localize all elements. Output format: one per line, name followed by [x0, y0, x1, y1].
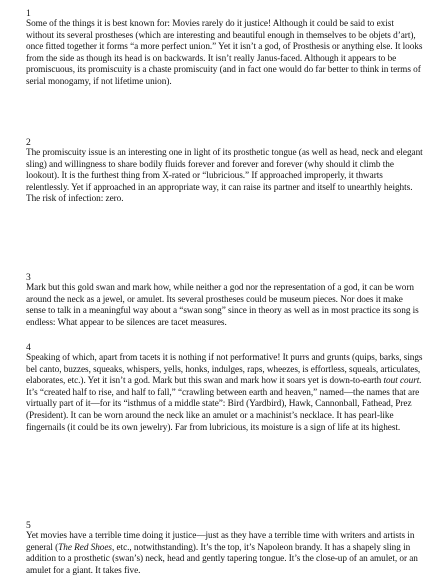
section-1 — [26, 8, 424, 89]
section-5 — [26, 520, 424, 577]
paragraph-text: Yet movies have a terrible time doing it justice—just as they have a terrible time with writers and artists in general ( — [26, 531, 415, 553]
section-paragraph — [26, 531, 424, 577]
section-number: 1 — [26, 8, 31, 19]
section-paragraph: The promiscuity issue is an interesting one in light of its prosthetic tongue (as well as head, neck and elegant sling) and willingness to share bodily fluids forever and forever and forever (why should it climb the lookout). It is the furthest thing from X-rated or “lubricious.” If approached improperly, it thwarts relentlessly. Yet if approached in an appropriate way, it can raise its partner and itself to unearthly heights. The risk of infection: zero. — [26, 148, 423, 205]
section-number: 2 — [26, 137, 31, 148]
section-4 — [26, 342, 424, 434]
section-paragraph: Mark but this gold swan and mark how, while neither a god nor the representation of a god, it can be worn around the neck as a jewel, or amulet. Its several prostheses could be museum pieces. Nor does it make sense to talk in a meaningful way about a “swan song” since in theory as well as in most practice its song is endless: What appear to be silences are tacet measures. — [26, 283, 419, 328]
section-number: 3 — [26, 272, 31, 283]
section-number: 4 — [26, 342, 31, 353]
section-number: 5 — [26, 520, 31, 531]
section-2 — [26, 137, 424, 206]
paragraph-text: It’s “created half to rise, and half to fall,” “crawling between earth and heaven,” named—the names that are virtually part of it—for its “isthmus of a middle state”: Bird (Yardbird), Hawk, Cannonball, Fathead, Prez (President). It can be worn around the neck like an amulet or a machinist’s necklace. It has pearl-like fingernails (it could be its own jewelry). Far from lubricious, its moisture is a sign of life at its highest. — [26, 387, 420, 433]
paragraph-text: Speaking of which, apart from tacets it is nothing if not performative! It purrs and grunts (quips, barks, sings bel canto, buzzes, squeaks, whispers, yells, honks, indulges, raps, wheezes, is effortless, squeals, articulates, elaborates, etc.). Yet it isn’t a god. Mark but this swan and mark how it soars yet is down-to-earth — [26, 353, 423, 387]
section-paragraph — [26, 353, 424, 434]
section-paragraph: Some of the things it is best known for: Movies rarely do it justice! Although it could be said to exist without its several prostheses (which are interesting and beautiful enough in themselves to be objets d’art), once fitted together it forms “a more perfect union.” Yet it isn’t a god, of Prosthesis or anything else. It looks from the side as though its head is on backwards. It isn’t really Janus-faced. Although it appears to be promiscuous, its promiscuity is a chaste promiscuity (and in fact one would do far better to think in terms of serial monogamy, if not lifetime union). — [26, 19, 423, 87]
italic-title: The Red Shoes — [58, 542, 112, 553]
section-3 — [26, 272, 424, 329]
italic-phrase: tout court. — [383, 376, 422, 387]
paragraph-text: , etc., notwithstanding). It’s the top, it’s Napoleon brandy. It has a shapely sling in addition to a prosthetic (swan’s) neck, head and gently tapering tongue. It’s the close-up of an amulet, or an amulet for a giant. It takes five. — [26, 542, 418, 576]
